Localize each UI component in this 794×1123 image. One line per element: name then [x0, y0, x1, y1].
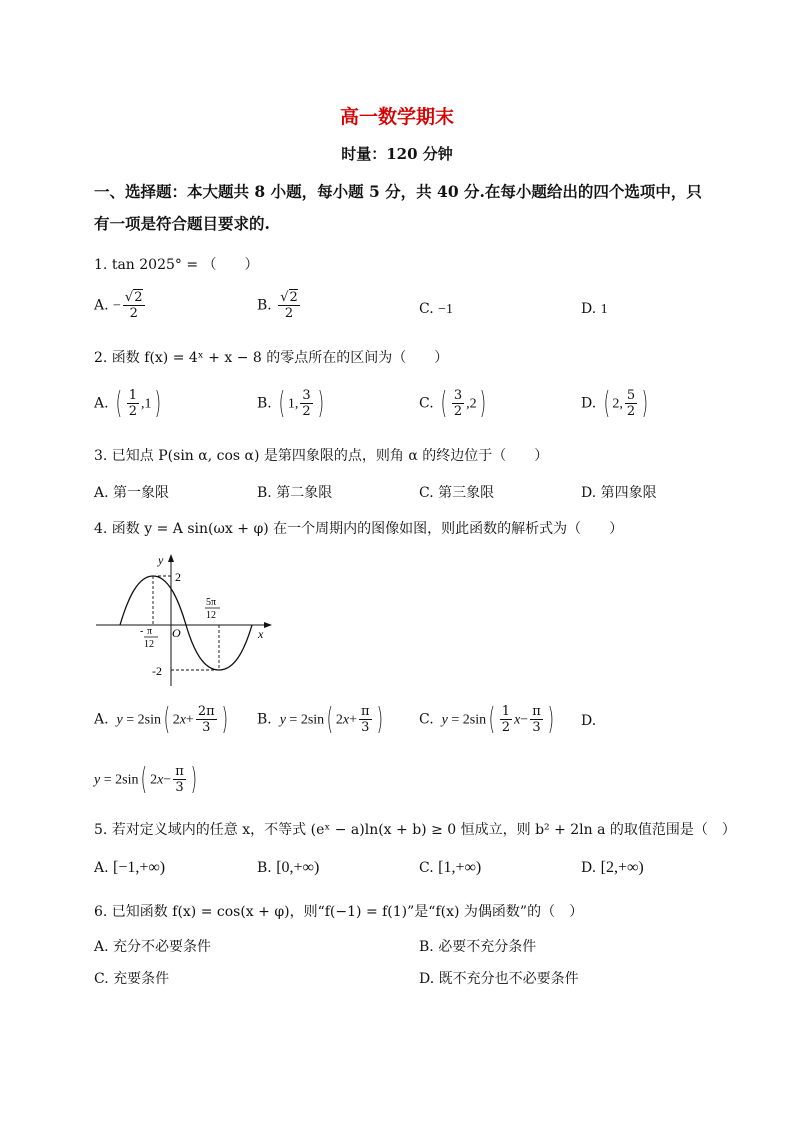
question-1-text: tan 2025° = （ ）	[111, 257, 259, 273]
q1-option-a: A. − $\frac{√2}{2}$	[94, 290, 143, 321]
q2-option-a: A. ( $\frac{1}{2}$ ,1)	[94, 386, 161, 421]
q1-option-c	[419, 301, 453, 318]
question-2: 2. 函数 f(x) = 4ˣ + x − 8 的零点所在的区间为（ ）	[94, 350, 449, 366]
option-label: A.	[94, 711, 109, 728]
q5-option-a	[94, 859, 165, 877]
option-value: −1	[438, 302, 454, 317]
option-label: C.	[419, 301, 434, 317]
option-label: A.	[94, 860, 109, 876]
q1-option-b: B. $\frac{√2}{2}$	[257, 290, 298, 321]
page-title: 高一数学期末	[339, 106, 454, 128]
max-label: 2	[175, 570, 181, 584]
min-label: -2	[152, 664, 162, 678]
y-axis-arrow-icon	[168, 554, 174, 562]
q2-option-d: D. ( 2, $\frac{5}{2}$ )	[581, 386, 649, 421]
q3-option-a: A. 第一象限	[94, 485, 170, 501]
sine-curve	[120, 576, 252, 670]
q3-option-b: B. 第二象限	[257, 485, 333, 501]
q3-option-d: D. 第四象限	[581, 485, 657, 501]
q6-option-b: B. 必要不充分条件	[419, 939, 537, 955]
x-right-tick-numerator: 5π	[206, 597, 217, 608]
question-4: 4. 函数 y = A sin(ωx + φ) 在一个周期内的图像如图，则此函数的解析式为（ ）	[94, 521, 624, 537]
option-value: [2,+∞)	[600, 859, 644, 876]
question-1-number: 1.	[94, 257, 108, 273]
q6-option-c: C. 充要条件	[94, 971, 170, 987]
option-label: A.	[94, 297, 109, 314]
x-left-tick-label: -	[140, 626, 144, 637]
q4-option-b: B. y = 2sin( 2x+ $\frac{\pi}{3}$ )	[257, 702, 383, 737]
option-label: B.	[257, 860, 272, 876]
q5-option-c	[419, 859, 481, 877]
option-label: D.	[581, 395, 597, 412]
section-heading-line1: 一、选择题：本大题共 8 小题，每小题 5 分，共 40 分.在每小题给出的四个选项中，只	[94, 182, 702, 201]
y-axis-label: y	[158, 553, 164, 567]
x-axis-arrow-icon	[264, 622, 272, 628]
q6-option-a: A. 充分不必要条件	[94, 939, 212, 955]
question-1	[94, 254, 259, 274]
question-5: 5. 若对定义域内的任意 x，不等式 (eˣ − a)ln(x + b) ≥ 0 恒成立，则 b² + 2ln a 的取值范围是（ ）	[94, 822, 736, 838]
origin-label: O	[172, 626, 181, 640]
x-left-tick-numerator: π	[147, 626, 153, 637]
q2-option-b: B. ( 1, $\frac{3}{2}$ )	[257, 386, 324, 421]
option-label: B.	[257, 395, 272, 412]
section-heading-line2: 有一项是符合题目要求的.	[94, 214, 270, 233]
q4-option-d: y = 2sin( 2x− $\frac{\pi}{3}$ )	[94, 762, 197, 797]
option-label: A.	[94, 395, 109, 412]
option-value: [−1,+∞)	[113, 859, 166, 876]
option-label: D.	[581, 301, 597, 317]
q4-option-a: A. y = 2sin( 2x+ $\frac{2\pi}{3}$ )	[94, 702, 228, 737]
option-label: B.	[257, 711, 272, 728]
q4-option-d-label: D.	[581, 713, 597, 729]
q5-option-d	[581, 859, 644, 877]
sine-graph	[92, 548, 282, 688]
q5-option-b	[257, 859, 319, 877]
option-value: [1,+∞)	[438, 859, 482, 876]
option-value: 1	[600, 302, 608, 317]
option-label: C.	[419, 395, 434, 412]
q1-option-d	[581, 301, 608, 318]
option-label: D.	[581, 860, 597, 876]
option-label: C.	[419, 860, 434, 876]
x-left-tick-denominator: 12	[144, 639, 154, 650]
q6-option-d: D. 既不充分也不必要条件	[419, 971, 579, 987]
question-3: 3. 已知点 P(sin α, cos α) 是第四象限的点，则角 α 的终边位于（ ）	[94, 448, 549, 464]
option-value: [0,+∞)	[276, 859, 320, 876]
x-right-tick-denominator: 12	[206, 610, 216, 621]
exam-duration: 时量：120 分钟	[341, 145, 453, 163]
option-label: B.	[257, 297, 272, 314]
q2-option-c: C. ( $\frac{3}{2}$ ,2)	[419, 386, 486, 421]
option-label: C.	[419, 711, 434, 728]
q4-option-c: C. y = 2sin( $\frac{1}{2}$ x− $\frac{\pi}{3}$ )	[419, 702, 554, 737]
q3-option-c: C. 第三象限	[419, 485, 495, 501]
x-axis-label: x	[258, 627, 264, 641]
question-6: 6. 已知函数 f(x) = cos(x + φ)，则“f(−1) = f(1)”是“f(x) 为偶函数”的（ ）	[94, 904, 584, 920]
